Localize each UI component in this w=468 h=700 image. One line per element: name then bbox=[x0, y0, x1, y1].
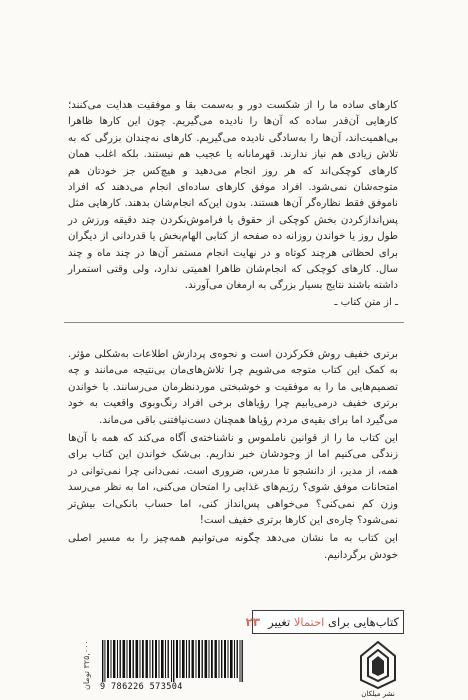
description-paragraph: این کتاب ما را از قوانین ناملموس و ناشناخته‌ی آگاه می‌کند که همه با آن‌ها زندگی می‌کنیم اما از وجودشان خبر نداریم. بی‌شک خواندن این کتاب برای همه، از مدیر، از دانشجو تا مدرس، ضروری است. نمی‌دانی چرا نمی‌توانی در امتحانات موفق شوی؟ رژیم‌های غذایی را امتحان می‌کنی، اما به نظر می‌رسد وزن کم نمی‌کنی؟ می‌خواهی پس‌انداز کنی، اما حساب بانکی‌ات بیش‌تر نمی‌شود؟ چاره‌ی این کارها برتری خفیف است! bbox=[68, 433, 398, 527]
description-paragraph: برتری خفیف روش فکرکردن است و نحوه‌ی پردازش اطلاعات به‌شکلی مؤثر. به کمک این کتاب متوجه می‌شویم چرا تلاش‌های‌مان بی‌نتیجه می‌مانند و چه تصمیم‌هایی ما را به موفقیت و خوشبختی مورد‌نظرمان می‌رسانند. با خواندن برتری خفیف درمی‌یابیم چرا رؤیاهای برخی افراد رنگ‌وبوی واقعیت به خود می‌گیرد اما برای بقیه‌ی مردم رؤیاها همچنان دست‌نیافتنی باقی می‌ماند. bbox=[68, 349, 398, 426]
price-label: ۳۲۵,۰۰۰ تومان bbox=[82, 640, 91, 690]
book-description bbox=[68, 347, 398, 566]
series-label bbox=[268, 615, 399, 629]
section-divider bbox=[64, 322, 404, 323]
series-label-suffix: تغییر bbox=[268, 615, 294, 629]
publisher-logo bbox=[355, 636, 401, 694]
series-number: ۲۳ bbox=[245, 615, 261, 629]
excerpt-quote-text: کارهای ساده ما را از شکست دور و به‌سمت بقا و موفقیت هدایت می‌کنند؛ کارهایی آن‌قدر ساده که آن‌ها را نادیده می‌گیریم. چون این کارها ظاهرا بی‌اهمیت‌اند، آن‌ها را به‌سادگی نادیده می‌گیریم. کارهای نه‌چندان بزرگی که به تلاش زیادی هم نیاز ندارند. قهرمانانه یا عجیب هم نیستند. بلکه اغلب همان کارهای کوچکی‌اند که هر روز انجام می‌دهید و هیچ‌کس جز خودتان هم متوجه‌شان نمی‌شود. افراد موفق کارهای ساده‌ای انجام می‌دهند که افراد ناموفق فقط نظاره‌گر آن‌ها هستند. بدون این‌که انجام‌شان بدهند. کارهایی مثل پس‌انداز‌کردن بخش کوچکی از حقوق یا فراموش‌نکردن چند دقیقه ورزش در طول روز یا خواندن روزانه ده صفحه از کتابی الهام‌بخش یا قدردانی از دیگران برای لحظاتی هرچند کوتاه و در نهایت انجام مستمر آن‌ها در چند ماه و چند سال. کارهای کوچکی که انجام‌شان ظاهرا اهمیتی ندارد، ولی وقتی استمرار داشته باشند نتایج بسیار بزرگی به ارمغان می‌آورند. bbox=[68, 100, 398, 292]
excerpt-quote bbox=[68, 98, 398, 311]
excerpt-quote-source: ـ از متن کتاب ـ bbox=[334, 296, 398, 308]
isbn-barcode bbox=[100, 640, 250, 694]
barcode-bars bbox=[100, 640, 250, 682]
series-label-accent: احتمالا bbox=[293, 615, 325, 629]
isbn-digits: 9 786226 573504 bbox=[100, 682, 183, 692]
series-badge bbox=[245, 610, 404, 634]
publisher-name: نشر میلکان bbox=[361, 690, 395, 698]
description-paragraph: این کتاب به ما نشان می‌دهد چگونه می‌توانیم همه‌چیز را به مسیر اصلی خودش برگردانیم. bbox=[68, 533, 398, 561]
series-label-prefix: کتاب‌هایی برای bbox=[324, 615, 399, 629]
